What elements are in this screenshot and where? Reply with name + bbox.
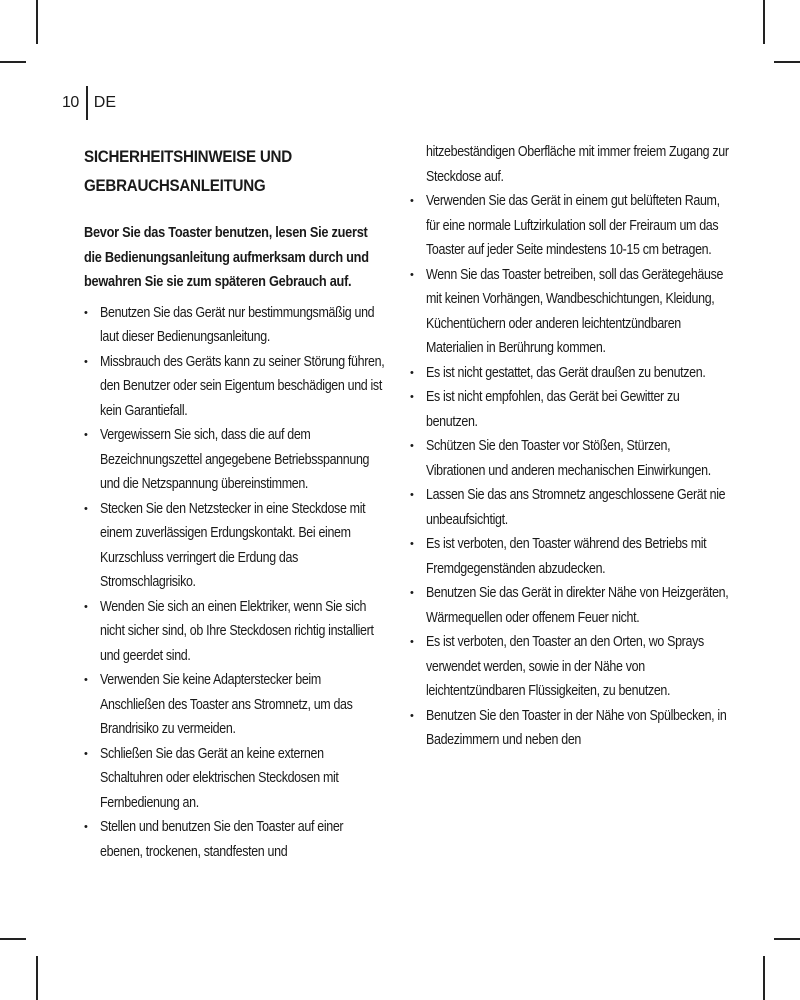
- crop-mark-bottom-right-vertical: [763, 956, 765, 1000]
- section-title-line-1: SICHERHEITSHINWEISE UND: [84, 148, 292, 166]
- list-item-text: Verwenden Sie das Gerät in einem gut belüfteten Raum, für eine normale Luftzirkulation soll der Freiraum um das Toaster auf jeder Seite mindestens 10-15 cm betragen.: [426, 193, 720, 258]
- bullet-icon: •: [410, 440, 414, 452]
- crop-mark-top-left-horizontal: [0, 61, 26, 63]
- right-column: [410, 140, 729, 753]
- list-item-text: Stecken Sie den Netzstecker in eine Steckdose mit einem zuverlässigen Erdungskontakt. Bei einem Kurzschluss verringert die Erdung das Stromschlagrisiko.: [100, 500, 366, 590]
- header-divider: [86, 86, 88, 120]
- list-item: [84, 668, 389, 742]
- continued-text: [410, 140, 729, 189]
- list-item: [410, 704, 725, 753]
- list-item-text: Benutzen Sie den Toaster in der Nähe von Spülbecken, in Badezimmern und neben den: [426, 707, 727, 748]
- list-item: [84, 595, 389, 669]
- list-item: [410, 263, 725, 361]
- list-item-text: Es ist verboten, den Toaster während des Betriebs mit Fremdgegenständen abzudecken.: [426, 536, 707, 577]
- bullet-icon: •: [410, 709, 414, 722]
- left-bullet-list: [84, 301, 389, 865]
- list-item-text: Schließen Sie das Gerät an keine externen Schaltuhren oder elektrischen Steckdosen mit Fernbedienung an.: [100, 745, 339, 811]
- list-item: [84, 815, 389, 864]
- list-item-text: Benutzen Sie das Gerät in direkter Nähe von Heizgeräten, Wärmequellen oder offenem Feuer nicht.: [426, 585, 729, 626]
- list-item: [84, 423, 389, 497]
- right-bullet-list: [410, 189, 729, 753]
- bullet-icon: •: [410, 587, 414, 599]
- list-item-text: Verwenden Sie keine Adapterstecker beim Anschließen des Toaster ans Stromnetz, um das Brandrisiko zu vermeiden.: [100, 672, 353, 737]
- bullet-icon: •: [84, 674, 88, 686]
- list-item: [410, 483, 725, 532]
- list-item: [410, 434, 725, 483]
- list-item-text: Schützen Sie den Toaster vor Stößen, Stürzen, Vibrationen und anderen mechanischen Einwirkungen.: [426, 438, 711, 479]
- bullet-icon: •: [410, 636, 414, 648]
- list-item: [410, 189, 725, 263]
- list-item-text: Lassen Sie das ans Stromnetz angeschlossene Gerät nie unbeaufsichtigt.: [426, 487, 726, 528]
- bullet-icon: •: [410, 391, 414, 403]
- list-item: [410, 385, 725, 434]
- bullet-icon: •: [410, 538, 414, 550]
- bullet-icon: •: [84, 600, 88, 613]
- list-item-text: Missbrauch des Geräts kann zu seiner Störung führen, den Benutzer oder sein Eigentum beschädigen und ist kein Garantiefall.: [100, 353, 385, 419]
- crop-mark-top-right-horizontal: [774, 61, 800, 63]
- list-item: [410, 630, 725, 704]
- bullet-icon: •: [84, 821, 88, 833]
- list-item: [84, 350, 389, 424]
- list-item-text: Es ist verboten, den Toaster an den Orten, wo Sprays verwendet werden, sowie in der Nähe von leichtentzündbaren Flüssigkeiten, zu benutzen.: [426, 634, 704, 699]
- bullet-icon: •: [410, 366, 414, 379]
- bullet-icon: •: [84, 429, 88, 441]
- list-item: [84, 742, 389, 816]
- bullet-icon: •: [84, 747, 88, 760]
- page-number: 10: [62, 94, 79, 111]
- crop-mark-top-left-vertical: [36, 0, 38, 44]
- bullet-icon: •: [410, 268, 414, 281]
- section-title: [84, 143, 388, 201]
- list-item: [84, 301, 389, 350]
- page-header: [62, 92, 116, 114]
- crop-mark-bottom-right-horizontal: [774, 938, 800, 940]
- bullet-icon: •: [84, 355, 88, 368]
- lead-paragraph: Bevor Sie das Toaster benutzen, lesen Sie zuerst die Bedienungsanleitung aufmerksam durch und bewahren Sie sie zum späteren Gebrauch auf.: [84, 225, 369, 290]
- list-item: [84, 497, 389, 595]
- bullet-icon: •: [84, 502, 88, 515]
- crop-mark-bottom-left-vertical: [36, 956, 38, 1000]
- bullet-icon: •: [410, 195, 414, 207]
- list-item-text: Benutzen Sie das Gerät nur bestimmungsmäßig und laut dieser Bedienungsanleitung.: [100, 304, 375, 345]
- continued-text-content: hitzebeständigen Oberfläche mit immer freiem Zugang zur Steckdose auf.: [426, 144, 729, 185]
- language-code: DE: [93, 94, 117, 111]
- list-item-text: Wenn Sie das Toaster betreiben, soll das Gerätegehäuse mit keinen Vorhängen, Wandbeschichtungen, Kleidung, Küchentüchern oder anderen leichtentzündbaren Materialien in Berührung kommen.: [426, 266, 724, 356]
- bullet-icon: •: [84, 306, 88, 319]
- list-item-text: Vergewissern Sie sich, dass die auf dem Bezeichnungszettel angegebene Betriebsspannung und die Netzspannung übereinstimmen.: [100, 427, 370, 492]
- list-item: [410, 581, 729, 630]
- left-column: [84, 140, 389, 864]
- list-item-text: Es ist nicht gestattet, das Gerät draußen zu benutzen.: [426, 364, 706, 381]
- crop-mark-bottom-left-horizontal: [0, 938, 26, 940]
- list-item-text: Stellen und benutzen Sie den Toaster auf einer ebenen, trockenen, standfesten und: [100, 819, 344, 860]
- bullet-icon: •: [410, 489, 414, 501]
- crop-mark-top-right-vertical: [763, 0, 765, 44]
- list-item: [410, 532, 725, 581]
- list-item-text: Es ist nicht empfohlen, das Gerät bei Gewitter zu benutzen.: [426, 389, 680, 430]
- list-item: [410, 361, 725, 386]
- list-item-text: Wenden Sie sich an einen Elektriker, wenn Sie sich nicht sicher sind, ob Ihre Steckdosen richtig installiert und geerdet sind.: [100, 598, 374, 664]
- section-title-line-2: GEBRAUCHSANLEITUNG: [84, 177, 266, 195]
